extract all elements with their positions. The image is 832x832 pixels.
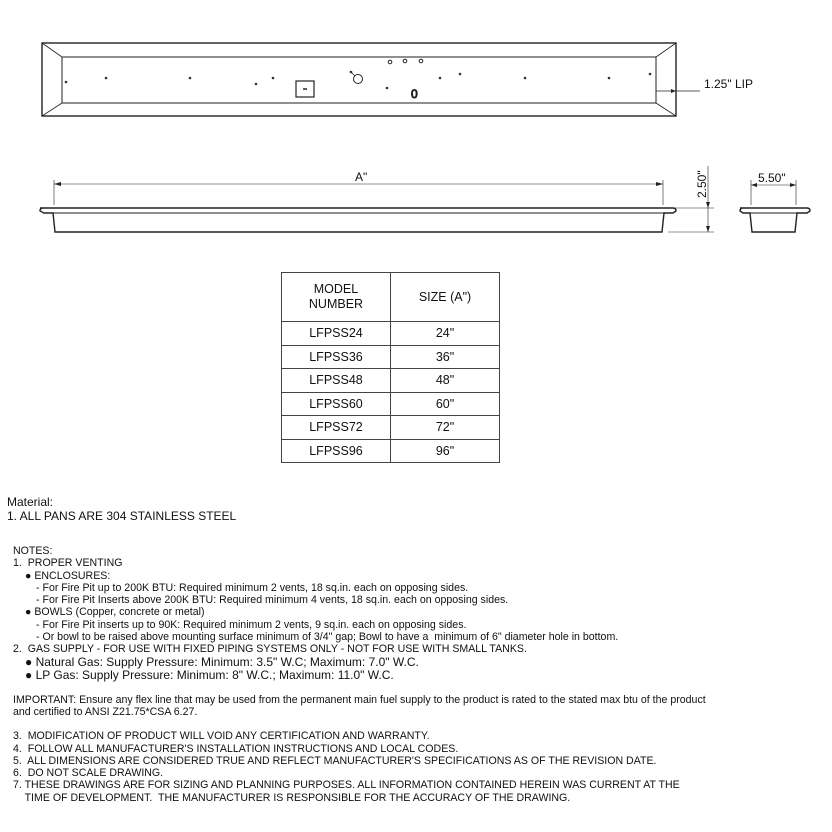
table-row: [282, 322, 500, 346]
corner-line: [42, 43, 62, 57]
table-row: [282, 369, 500, 393]
bowls-item: - Or bowl to be raised above mounting surface minimum of 3/4" gap; Bowl to have a minimum of 6" diameter hole in bottom.: [36, 631, 619, 644]
spacer: [13, 682, 828, 694]
hole: [272, 77, 275, 80]
arrowhead: [706, 202, 710, 208]
size-cell: 60": [391, 392, 500, 416]
important-line: and certified to ANSI Z21.75*CSA 6.27.: [13, 705, 198, 718]
lip-label: 1.25" LIP: [704, 77, 753, 91]
header-model-number: [282, 273, 391, 322]
header-model-line2: NUMBER: [308, 297, 364, 311]
hole: [105, 77, 108, 80]
note-4: 4. FOLLOW ALL MANUFACTURER'S INSTALLATION INSTRUCTIONS AND LOCAL CODES.: [13, 742, 459, 755]
length-label: A": [355, 170, 368, 184]
arrowhead: [706, 226, 710, 232]
height-label: 2.50": [695, 170, 709, 198]
table-row: [282, 439, 500, 463]
fitting: [403, 59, 407, 63]
natural-gas-bullet: ● Natural Gas: Supply Pressure: Minimum: 3.5" W.C; Maximum: 7.0" W.C.: [25, 654, 419, 669]
hole: [255, 83, 258, 86]
size-cell: 36": [391, 345, 500, 369]
table-row: [282, 392, 500, 416]
enclosures-item: - For Fire Pit Inserts above 200K BTU: Required minimum 4 vents, 18 sq.in. each on opposing sides.: [36, 594, 509, 607]
pan-outer-outline: [42, 43, 676, 116]
spacer: [13, 718, 828, 730]
arrowhead: [671, 89, 676, 93]
corner-line: [42, 103, 62, 116]
model-cell: LFPSS24: [282, 322, 391, 346]
corner-line: [656, 43, 676, 57]
note-7: 7. THESE DRAWINGS ARE FOR SIZING AND PLANNING PURPOSES. ALL INFORMATION CONTAINED HEREIN WAS CURRENT AT THE: [13, 779, 680, 792]
model-cell: LFPSS48: [282, 369, 391, 393]
bowls-bullet: ● BOWLS (Copper, concrete or metal): [25, 606, 205, 619]
model-cell: LFPSS36: [282, 345, 391, 369]
notes-heading: NOTES:: [13, 545, 53, 557]
arrowhead: [790, 183, 796, 187]
header-model-line1: MODEL: [313, 282, 359, 296]
top-view: [42, 43, 700, 116]
size-cell: 48": [391, 369, 500, 393]
fitting: [388, 60, 392, 64]
important-line: IMPORTANT: Ensure any flex line that may be used from the permanent main fuel supply to the product is rated to the stated max btu of the product: [13, 693, 706, 706]
note-1: 1. PROPER VENTING: [13, 557, 123, 570]
hole: [65, 81, 68, 84]
arrowhead: [656, 182, 663, 186]
hole: [439, 77, 442, 80]
model-cell: LFPSS60: [282, 392, 391, 416]
hole: [189, 77, 192, 80]
note-7-continued: TIME OF DEVELOPMENT. THE MANUFACTURER IS RESPONSIBLE FOR THE ACCURACY OF THE DRAWING.: [13, 791, 571, 804]
material-heading: Material:: [7, 495, 54, 509]
hole: [386, 87, 389, 90]
size-cell: 24": [391, 322, 500, 346]
table-row: [282, 416, 500, 440]
gas-fittings: [350, 59, 423, 83]
enclosures-bullet: ● ENCLOSURES:: [25, 569, 111, 582]
arrowhead: [751, 183, 757, 187]
hole: [608, 77, 611, 80]
lp-gas-bullet: ● LP Gas: Supply Pressure: Minimum: 8" W.C.; Maximum: 11.0" W.C.: [25, 667, 394, 682]
note-2: 2. GAS SUPPLY - FOR USE WITH FIXED PIPING SYSTEMS ONLY - NOT FOR USE WITH SMALL TANKS.: [13, 643, 527, 656]
note-3: 3. MODIFICATION OF PRODUCT WILL VOID ANY CERTIFICATION AND WARRANTY.: [13, 730, 430, 743]
width-label: 5.50": [758, 171, 786, 185]
material-item: 1. ALL PANS ARE 304 STAINLESS STEEL: [7, 509, 237, 523]
note-6: 6. DO NOT SCALE DRAWING.: [13, 767, 164, 780]
model-size-table: [281, 272, 500, 463]
hole: [459, 73, 462, 76]
note-5: 5. ALL DIMENSIONS ARE CONSIDERED TRUE AND REFLECT MANUFACTURER'S SPECIFICATIONS AS OF THE REVISION DATE.: [13, 754, 657, 767]
end-view: [740, 180, 810, 232]
valve-marker: 0: [411, 87, 418, 101]
bowls-item: - For Fire Pit inserts up to 90K: Required minimum 2 vents, 9 sq.in. each on opposing sides.: [36, 618, 467, 631]
side-view: [40, 166, 714, 232]
enclosures-item: - For Fire Pit up to 200K BTU: Required minimum 2 vents, 18 sq.in. each on opposing sides.: [36, 581, 469, 594]
material-section: [7, 495, 236, 523]
size-cell: 72": [391, 416, 500, 440]
hole: [524, 77, 527, 80]
pan-end-profile: [740, 208, 810, 232]
pan-side-profile: [40, 208, 676, 232]
corner-line: [656, 103, 676, 116]
notes-section: [13, 545, 828, 804]
table-header-row: [282, 273, 500, 322]
size-cell: 96": [391, 439, 500, 463]
header-size: SIZE (A"): [391, 273, 500, 322]
fitting: [419, 59, 423, 63]
arrowhead: [54, 182, 61, 186]
mounting-holes: [65, 71, 652, 90]
pilot-line: [350, 71, 355, 76]
model-cell: LFPSS96: [282, 439, 391, 463]
hole: [649, 73, 652, 76]
pan-inner-outline: [62, 57, 656, 103]
model-cell: LFPSS72: [282, 416, 391, 440]
table-row: [282, 345, 500, 369]
